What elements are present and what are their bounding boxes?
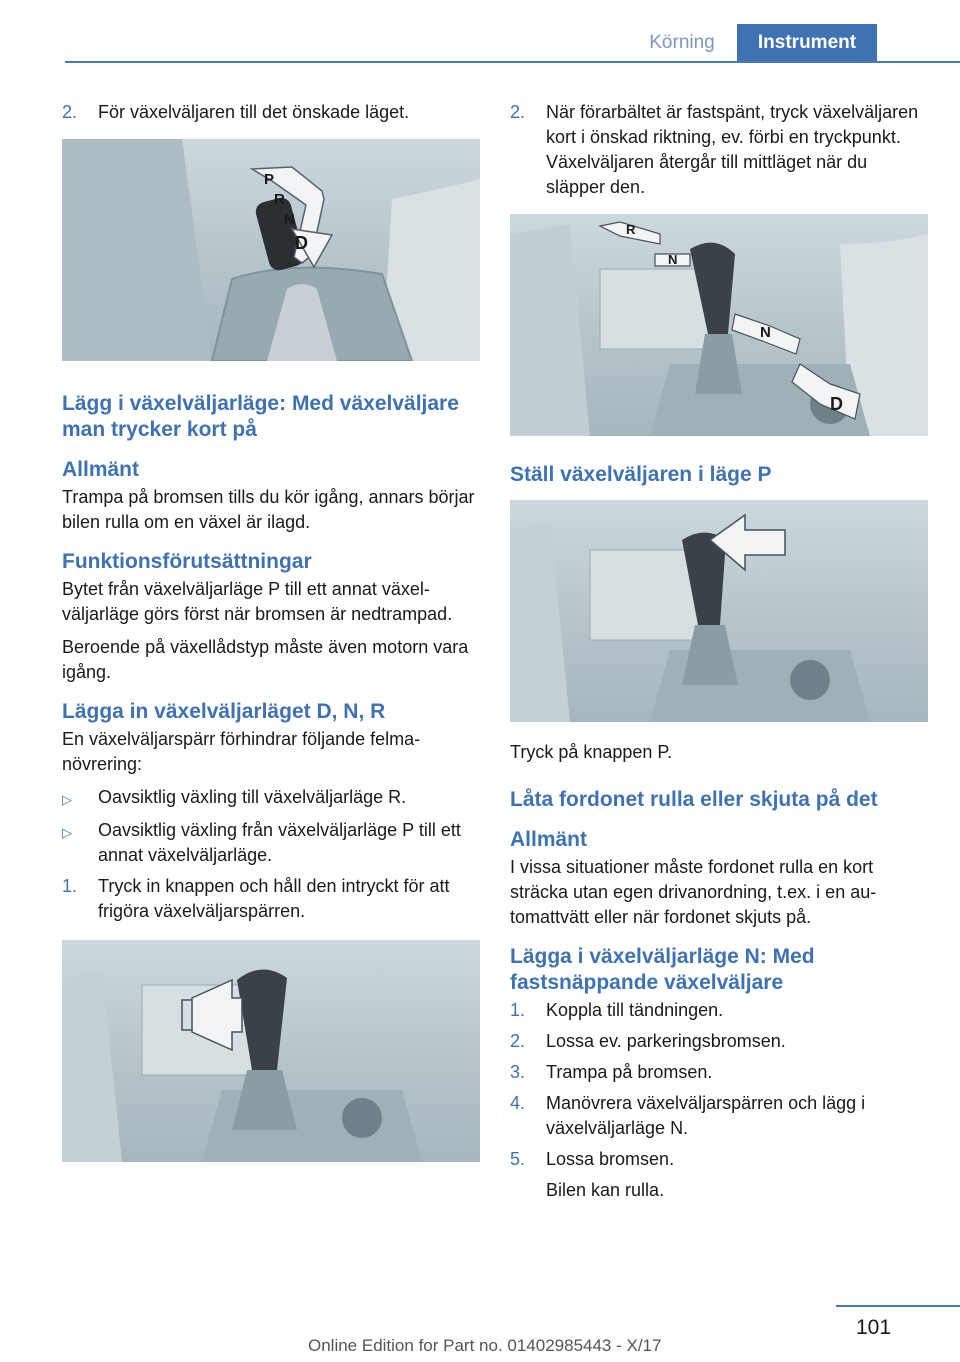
gear-label-n: N bbox=[668, 252, 678, 267]
left-column bbox=[62, 100, 482, 1180]
step-text: Trampa på bromsen. bbox=[546, 1062, 713, 1082]
section-title-short-press: Lägg i växelväljarläge: Med växelväljare man trycker kort på bbox=[62, 392, 459, 441]
page-number: 101 bbox=[856, 1316, 892, 1339]
step-number: 4. bbox=[510, 1093, 526, 1113]
text-prerequisites-1: Bytet från växelväljarläge P till ett annat växelväljarläge görs först när bromsen är nedtrampad. bbox=[62, 579, 453, 624]
heading-roll-general: Allmänt bbox=[510, 828, 588, 851]
right-step bbox=[510, 998, 930, 1023]
step-number: 2. bbox=[510, 1031, 526, 1051]
step-text: Manövrera växelväljarspärren och lägg i växelväljarläge N. bbox=[546, 1093, 866, 1138]
heading-prerequisites: Funktionsförutsättningar bbox=[62, 550, 312, 573]
heading-engage-drn: Lägga in växelväljarläget D, N, R bbox=[62, 700, 386, 723]
step-number: 2. bbox=[62, 102, 78, 122]
heading-roll: Låta fordonet rulla eller skjuta på det bbox=[510, 788, 878, 811]
text-prerequisites-2: Beroende på växellådstyp måste även motorn vara igång. bbox=[62, 637, 469, 682]
gear-label-r: R bbox=[626, 222, 636, 237]
gear-selector-illustration-2 bbox=[510, 214, 928, 436]
gear-selector-unlock-drawing bbox=[62, 940, 480, 1162]
gear-label-d: D bbox=[295, 233, 308, 253]
step-number: 5. bbox=[510, 1149, 526, 1169]
step-text: Koppla till tändningen. bbox=[546, 1000, 724, 1020]
left-step-1 bbox=[62, 874, 482, 924]
park-button-drawing bbox=[510, 500, 928, 722]
text-general: Trampa på bromsen tills du kör igång, annars börjar bilen rulla om en växel är ilagd. bbox=[62, 487, 475, 532]
text-roll-general: I vissa situationer måste fordonet rulla en kort sträcka utan egen drivanordning, t.ex. i en automattvätt eller när fordonet skjuts på. bbox=[510, 857, 877, 927]
list-item bbox=[62, 818, 482, 868]
gear-label-r: R bbox=[274, 191, 285, 208]
heading-park: Ställ växelväljaren i läge P bbox=[510, 463, 772, 486]
left-step-2 bbox=[62, 100, 482, 125]
text-park: Tryck på knappen P. bbox=[510, 742, 673, 762]
heading-general: Allmänt bbox=[62, 458, 140, 481]
step-text: Tryck in knappen och håll den intryckt för att frigöra växelväljarspärren. bbox=[98, 876, 450, 921]
right-step bbox=[510, 1060, 930, 1085]
step-text: När förarbältet är fastspänt, tryck växelväljaren kort i önskad riktning, ev. förbi en tryckpunkt. Växelväljaren återgår till mittläget när du släpper den. bbox=[546, 102, 919, 197]
step-number: 1. bbox=[62, 876, 78, 896]
right-step-2 bbox=[510, 100, 930, 200]
header-rule bbox=[65, 61, 960, 63]
list-item-text: Oavsiktlig växling från växelväljarläge P till ett annat växelväljarläge. bbox=[98, 820, 461, 865]
step-number: 1. bbox=[510, 1000, 526, 1020]
footer-edition: Online Edition for Part no. 01402985443 - X/17 bbox=[308, 1336, 662, 1355]
text-engage-drn: En växelväljarspärr förhindrar följande felmanövrering: bbox=[62, 729, 421, 774]
bullet-icon: ▷ bbox=[62, 825, 72, 840]
right-step bbox=[510, 1147, 930, 1172]
gear-selector-illustration-park bbox=[510, 500, 928, 722]
gear-label-n: N bbox=[760, 324, 771, 341]
step-text: För växelväljaren till det önskade läget. bbox=[98, 102, 410, 122]
gear-label-n: N bbox=[284, 211, 295, 228]
step-number: 2. bbox=[510, 102, 526, 122]
step-text: Lossa ev. parkeringsbromsen. bbox=[546, 1031, 786, 1051]
bullet-icon: ▷ bbox=[62, 792, 72, 807]
step-result: Bilen kan rulla. bbox=[546, 1180, 665, 1200]
gear-selector-illustration-1 bbox=[62, 139, 480, 361]
gear-label-p: P bbox=[264, 171, 275, 188]
footer-rule bbox=[836, 1305, 960, 1307]
right-column bbox=[510, 100, 930, 1203]
right-step bbox=[510, 1091, 930, 1141]
step-text: Lossa bromsen. bbox=[546, 1149, 675, 1169]
list-item bbox=[62, 785, 482, 812]
right-step bbox=[510, 1029, 930, 1054]
gear-selector-push-drawing bbox=[510, 214, 928, 436]
step-number: 3. bbox=[510, 1062, 526, 1082]
heading-neutral: Lägga i växelväljarläge N: Med fastsnäppande växelväljare bbox=[510, 945, 815, 994]
list-item-text: Oavsiktlig växling till växelväljarläge R. bbox=[98, 787, 407, 807]
gear-selector-illustration-3 bbox=[62, 940, 480, 1162]
gear-label-d: D bbox=[830, 394, 843, 414]
header-tab-section[interactable]: Körning bbox=[649, 32, 715, 53]
header-tab-chapter[interactable]: Instrument bbox=[737, 24, 877, 62]
